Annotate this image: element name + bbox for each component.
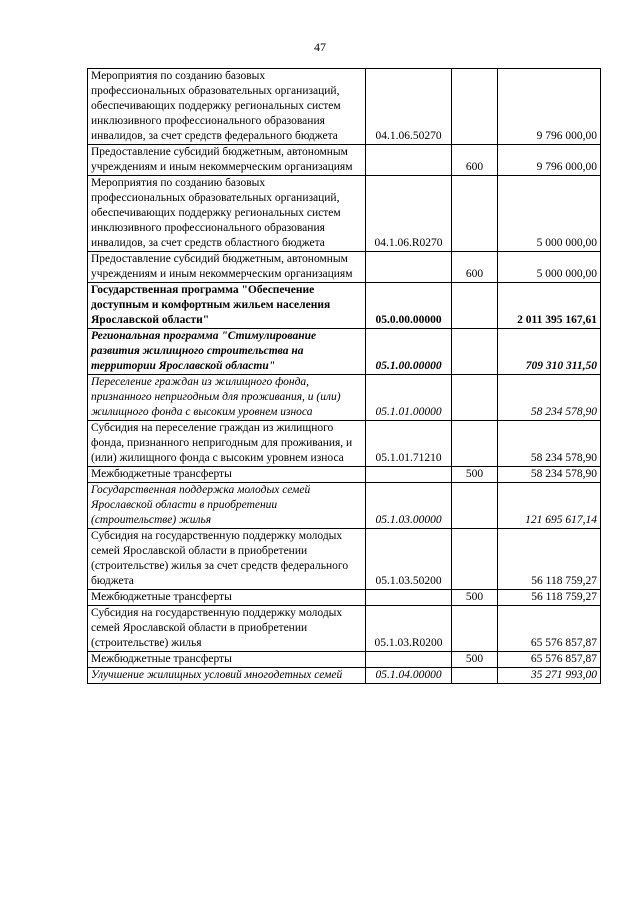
table-row xyxy=(88,145,601,176)
row-amount: 58 234 578,90 xyxy=(498,375,601,421)
row-code: 05.0.00.00000 xyxy=(366,283,452,329)
row-amount: 2 011 395 167,61 xyxy=(498,283,601,329)
row-amount: 35 271 993,00 xyxy=(498,668,601,684)
row-code: 04.1.06.50270 xyxy=(366,69,452,145)
row-amount: 5 000 000,00 xyxy=(498,176,601,252)
table-row xyxy=(88,375,601,421)
row-expense-type: 500 xyxy=(452,590,498,606)
row-expense-type xyxy=(452,329,498,375)
page-number: 47 xyxy=(314,40,326,54)
row-expense-type xyxy=(452,483,498,529)
table-row xyxy=(88,606,601,652)
table-row xyxy=(88,652,601,668)
row-description: Переселение граждан из жилищного фонда, признанного непригодным для проживания, и (или) жилищного фонда с высоким уровнем износа xyxy=(88,375,366,421)
row-description: Субсидия на государственную поддержку молодых семей Ярославской области в приобретении (строительстве) жилья xyxy=(88,606,366,652)
row-description: Мероприятия по созданию базовых профессиональных образовательных организаций, обеспечивающих поддержку региональных систем инклюзивного профессионального образования инвалидов, за счет средств областного бюджета xyxy=(88,176,366,252)
budget-table-body xyxy=(88,69,601,684)
row-code xyxy=(366,467,452,483)
table-row xyxy=(88,467,601,483)
row-code xyxy=(366,145,452,176)
row-description: Предоставление субсидий бюджетным, автономным учреждениям и иным некоммерческим организациям xyxy=(88,145,366,176)
row-amount: 58 234 578,90 xyxy=(498,421,601,467)
row-code xyxy=(366,252,452,283)
row-amount: 56 118 759,27 xyxy=(498,590,601,606)
table-row xyxy=(88,252,601,283)
row-code xyxy=(366,652,452,668)
row-description: Улучшение жилищных условий многодетных семей xyxy=(88,668,366,684)
table-row xyxy=(88,329,601,375)
row-code xyxy=(366,590,452,606)
table-row xyxy=(88,176,601,252)
row-description: Региональная программа "Стимулирование развития жилищного строительства на территории Ярославской области" xyxy=(88,329,366,375)
row-description: Межбюджетные трансферты xyxy=(88,652,366,668)
row-amount: 121 695 617,14 xyxy=(498,483,601,529)
row-description: Межбюджетные трансферты xyxy=(88,590,366,606)
row-expense-type xyxy=(452,69,498,145)
row-expense-type xyxy=(452,421,498,467)
table-row xyxy=(88,283,601,329)
row-expense-type xyxy=(452,375,498,421)
table-row xyxy=(88,69,601,145)
row-code: 04.1.06.R0270 xyxy=(366,176,452,252)
row-code: 05.1.03.00000 xyxy=(366,483,452,529)
table-row xyxy=(88,483,601,529)
row-expense-type: 600 xyxy=(452,145,498,176)
table-row xyxy=(88,590,601,606)
row-expense-type: 500 xyxy=(452,652,498,668)
table-row xyxy=(88,421,601,467)
row-amount: 9 796 000,00 xyxy=(498,69,601,145)
row-amount: 58 234 578,90 xyxy=(498,467,601,483)
table-row xyxy=(88,668,601,684)
row-expense-type xyxy=(452,176,498,252)
row-code: 05.1.01.00000 xyxy=(366,375,452,421)
row-expense-type xyxy=(452,606,498,652)
row-amount: 5 000 000,00 xyxy=(498,252,601,283)
row-amount: 709 310 311,50 xyxy=(498,329,601,375)
row-description: Межбюджетные трансферты xyxy=(88,467,366,483)
row-code: 05.1.03.50200 xyxy=(366,529,452,590)
row-description: Субсидия на государственную поддержку молодых семей Ярославской области в приобретении (строительстве) жилья за счет средств федерального бюджета xyxy=(88,529,366,590)
row-code: 05.1.00.00000 xyxy=(366,329,452,375)
row-expense-type xyxy=(452,668,498,684)
table-row xyxy=(88,529,601,590)
row-amount: 9 796 000,00 xyxy=(498,145,601,176)
budget-table xyxy=(87,68,601,684)
row-code: 05.1.01.71210 xyxy=(366,421,452,467)
row-description: Государственная программа "Обеспечение доступным и комфортным жильем населения Ярославской области" xyxy=(88,283,366,329)
row-description: Мероприятия по созданию базовых профессиональных образовательных организаций, обеспечивающих поддержку региональных систем инклюзивного профессионального образования инвалидов, за счет средств федерального бюджета xyxy=(88,69,366,145)
row-amount: 65 576 857,87 xyxy=(498,652,601,668)
row-expense-type xyxy=(452,529,498,590)
row-expense-type: 600 xyxy=(452,252,498,283)
row-expense-type xyxy=(452,283,498,329)
row-code: 05.1.04.00000 xyxy=(366,668,452,684)
row-expense-type: 500 xyxy=(452,467,498,483)
row-description: Субсидия на переселение граждан из жилищного фонда, признанного непригодным для проживания, и (или) жилищного фонда с высоким уровнем износа xyxy=(88,421,366,467)
row-code: 05.1.03.R0200 xyxy=(366,606,452,652)
row-description: Государственная поддержка молодых семей Ярославской области в приобретении (строительстве) жилья xyxy=(88,483,366,529)
row-description: Предоставление субсидий бюджетным, автономным учреждениям и иным некоммерческим организациям xyxy=(88,252,366,283)
row-amount: 56 118 759,27 xyxy=(498,529,601,590)
row-amount: 65 576 857,87 xyxy=(498,606,601,652)
